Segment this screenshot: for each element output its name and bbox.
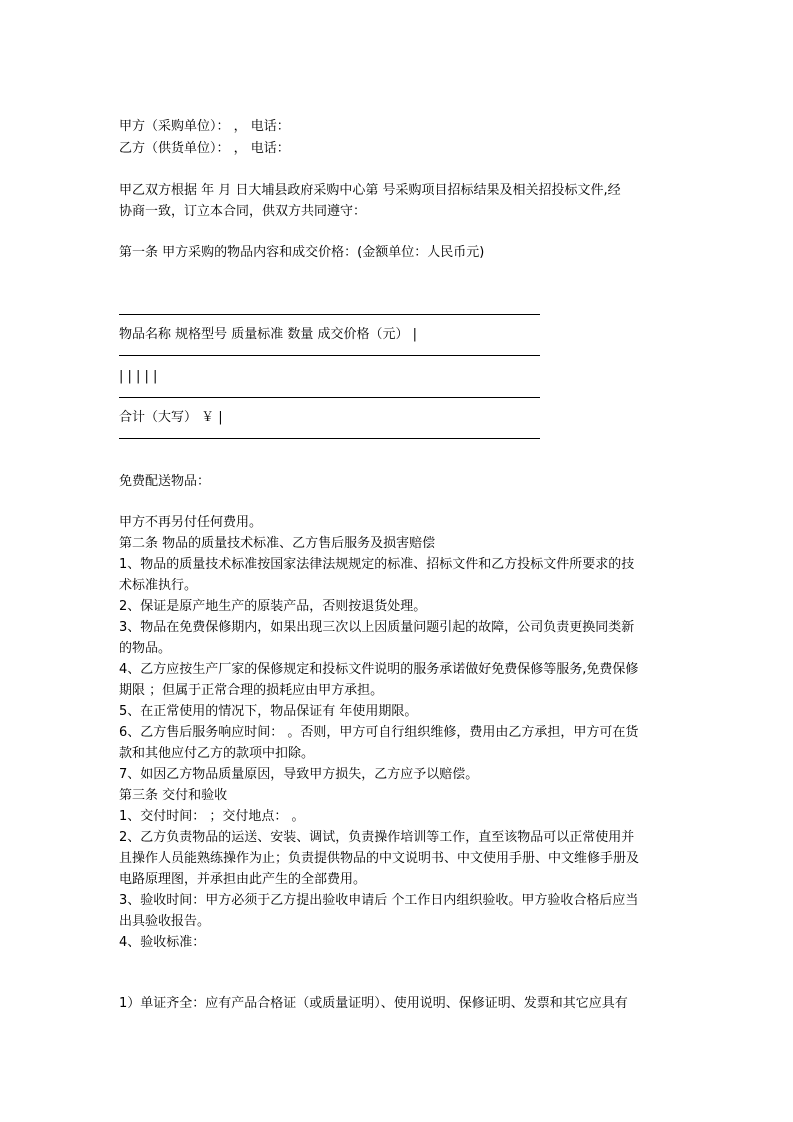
article-2-item-3-line-1: 3、物品在免费保修期内，如果出现三次以上因质量问题引起的故障，公司负责更换同类新 bbox=[119, 620, 635, 635]
table-rule-top bbox=[119, 314, 540, 315]
free-delivery-label: 免费配送物品： bbox=[119, 474, 211, 489]
article-1-heading: 第一条 甲方采购的物品内容和成交价格：(金额单位：人民币元) bbox=[119, 245, 485, 260]
article-2-item-6-line-1: 6、乙方售后服务响应时间： 。否则，甲方可自行组织维修，费用由乙方承担，甲方可在货 bbox=[119, 725, 639, 740]
table-header-row: 物品名称 规格型号 质量标准 数量 成交价格（元） | bbox=[119, 327, 418, 342]
table-rule-header bbox=[119, 355, 540, 356]
no-extra-fee-line: 甲方不再另付任何费用。 bbox=[119, 515, 263, 530]
table-data-row: | | | | | bbox=[119, 369, 158, 384]
article-3-item-2-line-2: 且操作人员能熟练操作为止；负责提供物品的中文说明书、中文使用手册、中文维修手册及 bbox=[119, 851, 640, 866]
article-2-item-4-line-1: 4、乙方应按生产厂家的保修规定和投标文件说明的服务承诺做好免费保修等服务,免费保修 bbox=[119, 662, 639, 677]
party-a-line: 甲方（采购单位）： ， 电话： bbox=[119, 119, 290, 134]
preamble-line-2: 协商一致，订立本合同，供双方共同遵守： bbox=[119, 204, 367, 219]
article-3-item-3-line-2: 出具验收报告。 bbox=[119, 914, 211, 929]
article-2-item-7: 7、如因乙方物品质量原因，导致甲方损失，乙方应予以赔偿。 bbox=[119, 767, 479, 782]
article-3-heading: 第三条 交付和验收 bbox=[119, 788, 228, 803]
article-3-item-3-line-1: 3、验收时间：甲方必须于乙方提出验收申请后 个工作日内组织验收。甲方验收合格后应当 bbox=[119, 893, 639, 908]
table-total-row: 合计（大写） ￥ | bbox=[119, 410, 223, 425]
article-3-item-1: 1、交付时间： ；交付地点： 。 bbox=[119, 809, 305, 824]
article-3-item-4: 4、验收标准： bbox=[119, 935, 206, 950]
article-2-item-4-line-2: 期限 ；但属于正常合理的损耗应由甲方承担。 bbox=[119, 683, 384, 698]
party-b-line: 乙方（供货单位）： ， 电话： bbox=[119, 141, 290, 156]
acceptance-criteria-1: 1）单证齐全：应有产品合格证（或质量证明）、使用说明、保修证明、发票和其它应具有 bbox=[119, 996, 628, 1011]
article-2-item-6-line-2: 款和其他应付乙方的款项中扣除。 bbox=[119, 746, 315, 761]
table-rule-bottom bbox=[119, 438, 540, 439]
preamble-line-1: 甲乙双方根据 年 月 日大埔县政府采购中心第 号采购项目招标结果及相关招投标文件,经 bbox=[119, 183, 621, 198]
article-3-item-2-line-3: 电路原理图，并承担由此产生的全部费用。 bbox=[119, 872, 367, 887]
article-2-item-1-line-2: 术标准执行。 bbox=[119, 578, 198, 593]
article-2-heading: 第二条 物品的质量技术标准、乙方售后服务及损害赔偿 bbox=[119, 536, 436, 551]
article-3-item-2-line-1: 2、乙方负责物品的运送、安装、调试，负责操作培训等工作，直至该物品可以正常使用并 bbox=[119, 830, 635, 845]
article-2-item-3-line-2: 的物品。 bbox=[119, 641, 172, 656]
article-2-item-1-line-1: 1、物品的质量技术标准按国家法律法规规定的标准、招标文件和乙方投标文件所要求的技 bbox=[119, 557, 635, 572]
article-2-item-2: 2、保证是原产地生产的原装产品，否则按退货处理。 bbox=[119, 599, 427, 614]
table-rule-data bbox=[119, 397, 540, 398]
article-2-item-5: 5、在正常使用的情况下，物品保证有 年使用期限。 bbox=[119, 704, 418, 719]
